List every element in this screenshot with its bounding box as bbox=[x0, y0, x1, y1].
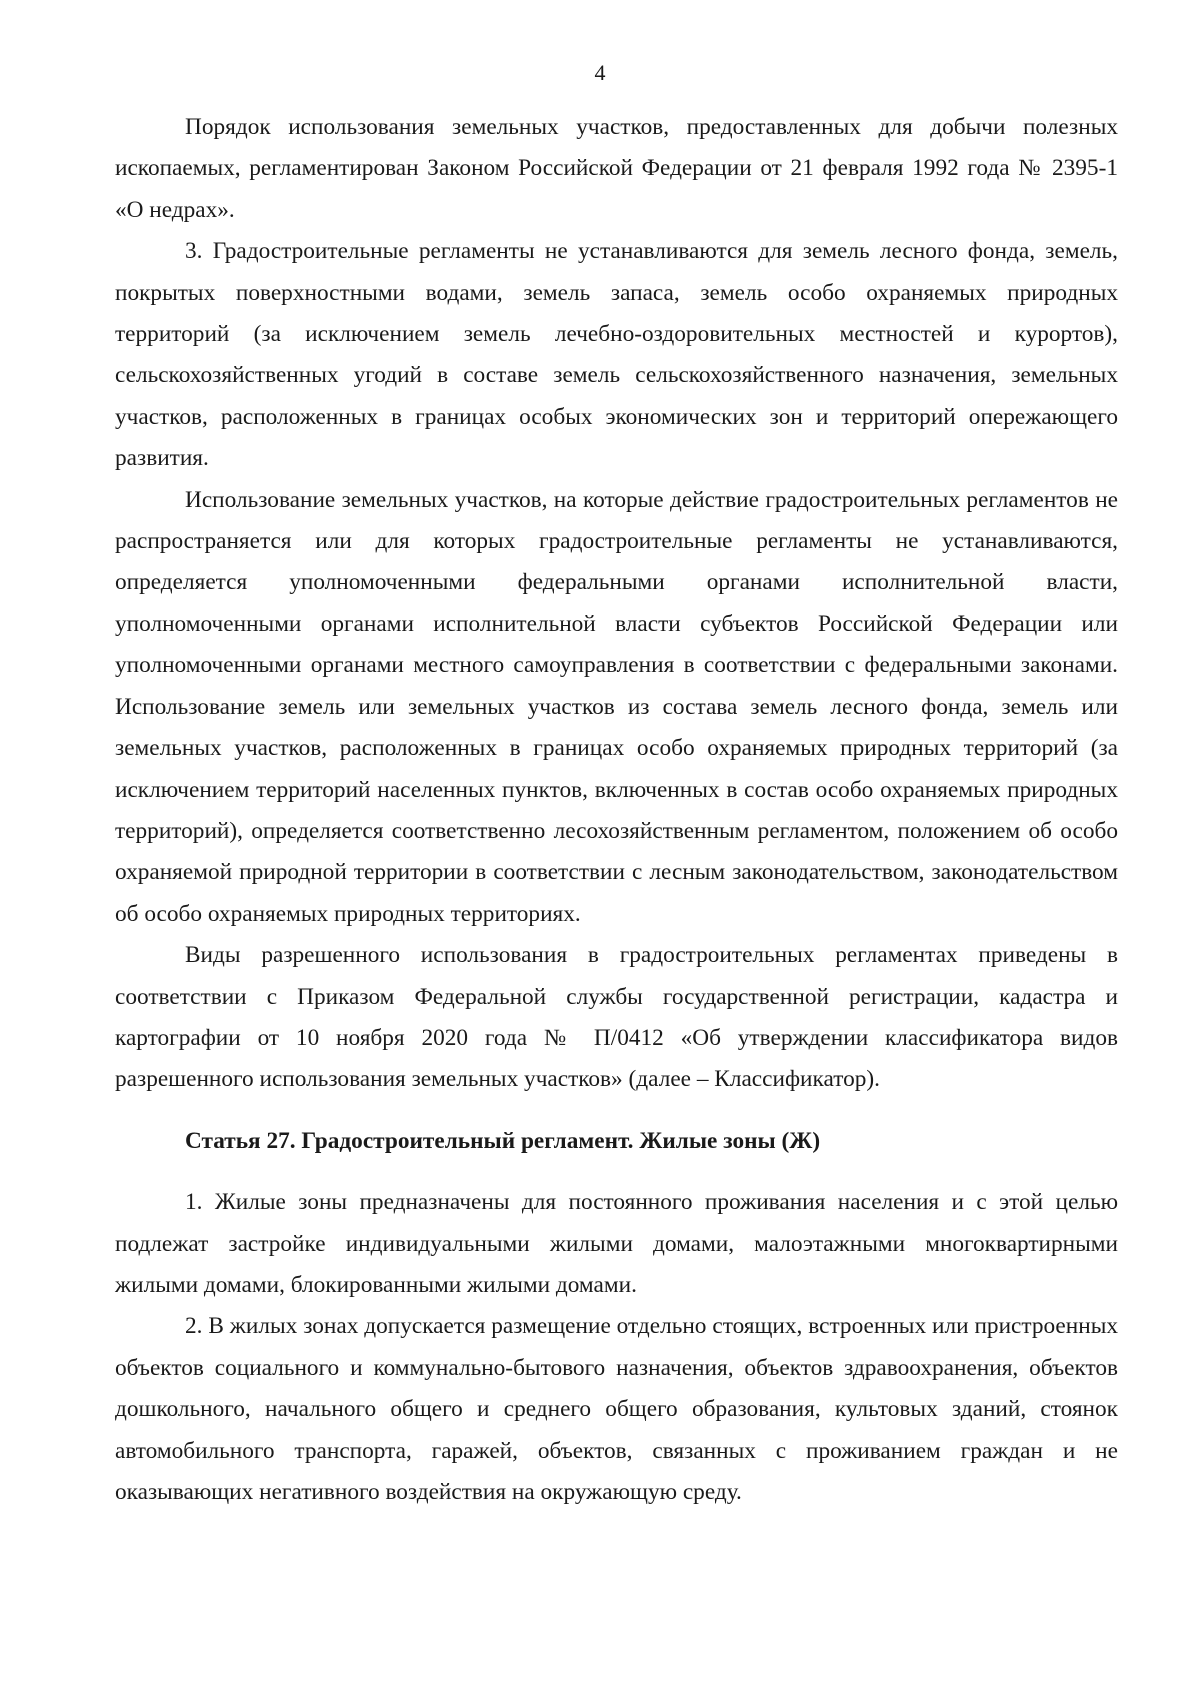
paragraph-residential-zones-allowed-objects: 2. В жилых зонах допускается размещение отдельно стоящих, встроенных или пристроенных объектов социального и коммунально-бытового назначения, объектов здравоохранения, объектов дошкольного, начального общего и среднего общего образования, культовых зданий, стоянок автомобильного транспорта, гаражей, объектов, связанных с проживанием граждан и не оказывающих негативного воздействия на окружающую среду. bbox=[115, 1313, 1118, 1505]
page-number: 4 bbox=[594, 60, 606, 85]
paragraph-regulations-not-established: 3. Градостроительные регламенты не устанавливаются для земель лесного фонда, земель, покрытых поверхностными водами, земель запаса, земель особо охраняемых природных территорий (за исключением земель лечебно-оздоровительных местностей и курортов), сельскохозяйственных угодий в составе земель сельскохозяйственного назначения, земельных участков, расположенных в границах особых экономических зон и территорий опережающего развития. bbox=[115, 238, 1118, 472]
paragraph-residential-zones-purpose: 1. Жилые зоны предназначены для постоянного проживания населения и с этой целью подлежат застройке индивидуальными жилыми домами, малоэтажными многоквартирными жилыми домами, блокированными жилыми домами. bbox=[115, 1189, 1118, 1298]
document-body bbox=[115, 107, 1118, 1513]
paragraph-mineral-extraction: Порядок использования земельных участков, предоставленных для добычи полезных ископаемых, регламентирован Законом Российской Федерации от 21 февраля 1992 года № 2395-1 «О недрах». bbox=[115, 114, 1118, 223]
paragraph-permitted-use-classifier: Виды разрешенного использования в градостроительных регламентах приведены в соответствии с Приказом Федеральной службы государственной регистрации, кадастра и картографии от 10 ноября 2020 года № П/0412 «Об утверждении классификатора видов разрешенного использования земельных участков» (далее – Классификатор). bbox=[115, 942, 1118, 1093]
article-heading: Статья 27. Градостроительный регламент. Жилые зоны (Ж) bbox=[185, 1127, 821, 1154]
paragraph-land-use-authority: Использование земельных участков, на которые действие градостроительных регламентов не распространяется или для которых градостроительные регламенты не устанавливаются, определяется уполномоченными федеральными органами исполнительной власти, уполномоченными органами исполнительной власти субъектов Российской Федерации или уполномоченными органами местного самоуправления в соответствии с федеральными законами. Использование земель или земельных участков из состава земель лесного фонда, земель или земельных участков, расположенных в границах особо охраняемых природных территорий (за исключением территорий населенных пунктов, включенных в состав особо охраняемых природных территорий), определяется соответственно лесохозяйственным регламентом, положением об особо охраняемой природной территории в соответствии с лесным законодательством, законодательством об особо охраняемых природных территориях. bbox=[115, 486, 1118, 927]
